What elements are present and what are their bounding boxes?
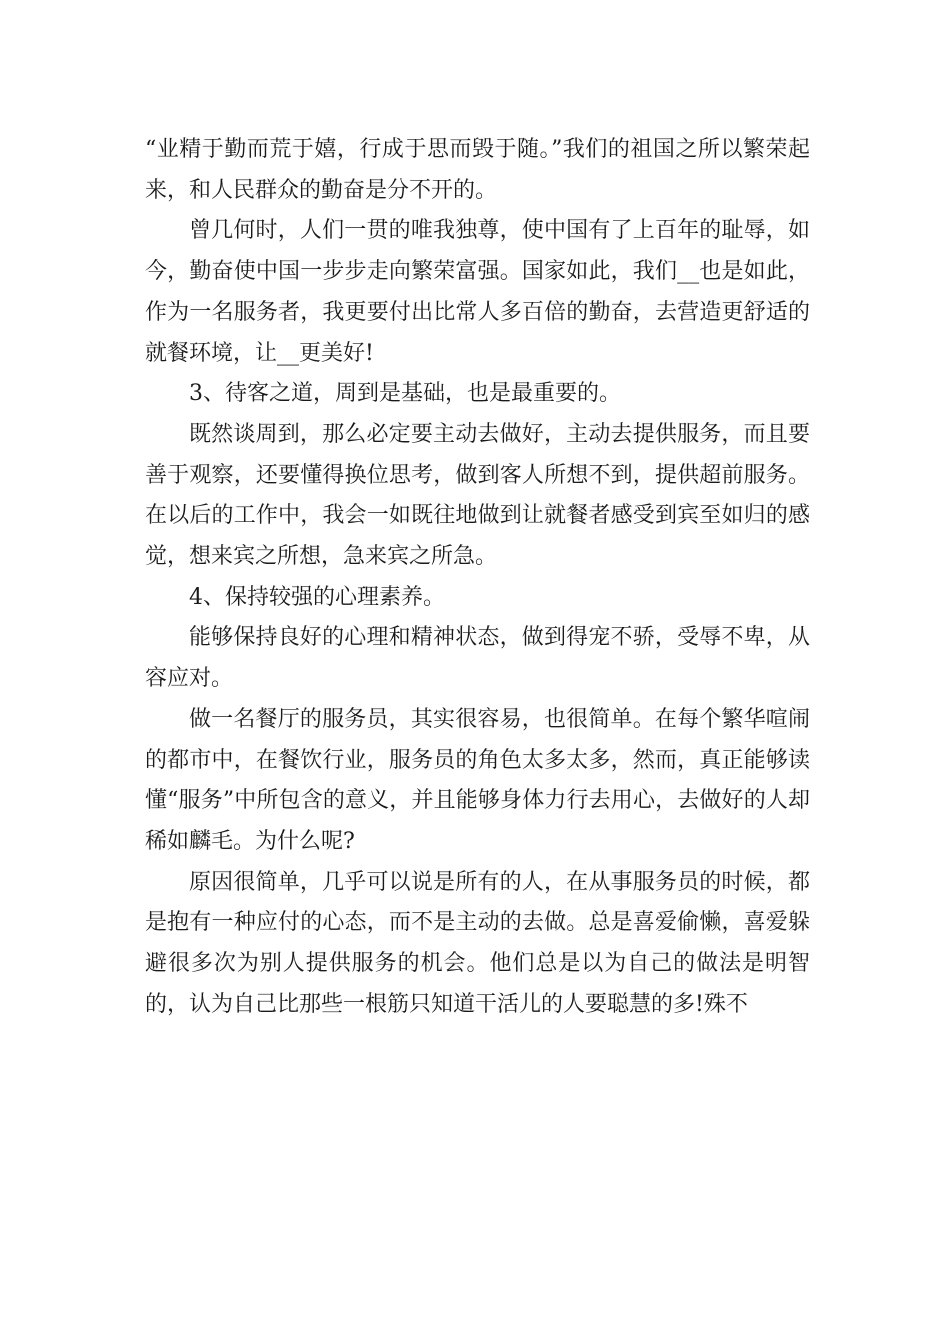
paragraph-7: 做一名餐厅的服务员，其实很容易，也很简单。在每个繁华喧闹的都市中，在餐饮行业，服务员的角色太多太多，然而，真正能够读懂“服务”中所包含的意义，并且能够身体力行去用心，去做好的人却稀如麟毛。为什么呢?: [145, 706, 810, 854]
paragraph-3: 3、待客之道，周到是基础，也是最重要的。: [189, 381, 621, 407]
paragraph-5: 4、保持较强的心理素养。: [189, 584, 445, 610]
paragraph-2: 曾几何时，人们一贯的唯我独尊，使中国有了上百年的耻辱，如今，勤奋使中国一步步走向繁荣富强。国家如此，我们__也是如此，作为一名服务者，我更要付出比常人多百倍的勤奋，去营造更舒适的就餐环境，让__更美好!: [145, 218, 810, 366]
paragraph-1: “业精于勤而荒于嬉，行成于思而毁于随。”我们的祖国之所以繁荣起来，和人民群众的勤奋是分不开的。: [145, 137, 810, 203]
paragraph-6: 能够保持良好的心理和精神状态，做到得宠不骄，受辱不卑，从容应对。: [145, 625, 810, 692]
paragraph-8: 原因很简单，几乎可以说是所有的人，在从事服务员的时候，都是抱有一种应付的心态，而不是主动的去做。总是喜爱偷懒，喜爱躲避很多次为别人提供服务的机会。他们总是以为自己的做法是明智的，认为自己比那些一根筋只知道干活儿的人要聪慧的多!殊不: [145, 869, 810, 1017]
paragraph-4: 既然谈周到，那么必定要主动去做好，主动去提供服务，而且要善于观察，还要懂得换位思考，做到客人所想不到，提供超前服务。在以后的工作中，我会一如既往地做到让就餐者感受到宾至如归的感觉，想来宾之所想，急来宾之所急。: [145, 421, 810, 570]
document-page: [145, 130, 810, 1025]
